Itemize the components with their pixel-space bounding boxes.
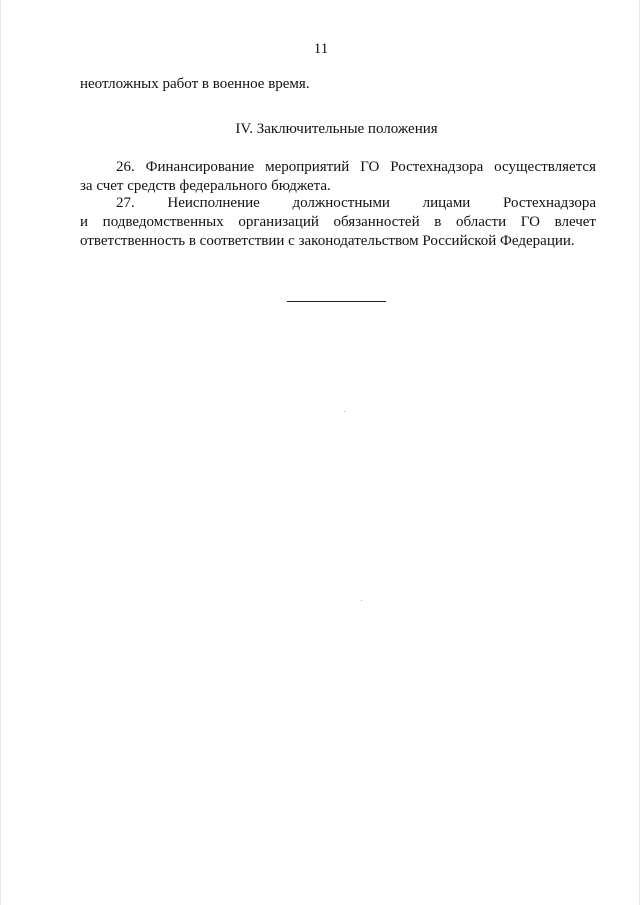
continuation-line: неотложных работ в военное время. xyxy=(80,76,310,92)
scan-speck xyxy=(344,411,345,412)
paragraph-27-line-3: ответственность в соответствии с законодательством Российской Федерации. xyxy=(80,233,575,249)
paragraph-26-line-1: 26. Финансирование мероприятий ГО Ростехнадзора осуществляется xyxy=(116,159,596,175)
paragraph-26-line-2: за счет средств федерального бюджета. xyxy=(80,178,331,194)
page-number: 11 xyxy=(313,41,329,57)
section-heading: IV. Заключительные положения xyxy=(235,121,438,137)
paragraph-27-line-1: 27. Неисполнение должностными лицами Ростехнадзора xyxy=(116,195,596,211)
end-of-document-rule xyxy=(287,301,386,302)
scan-speck xyxy=(361,600,362,601)
paragraph-27 xyxy=(80,194,596,251)
paragraph-26 xyxy=(80,158,596,196)
paragraph-27-line-2: и подведомственных организаций обязанностей в области ГО влечет xyxy=(80,214,596,230)
